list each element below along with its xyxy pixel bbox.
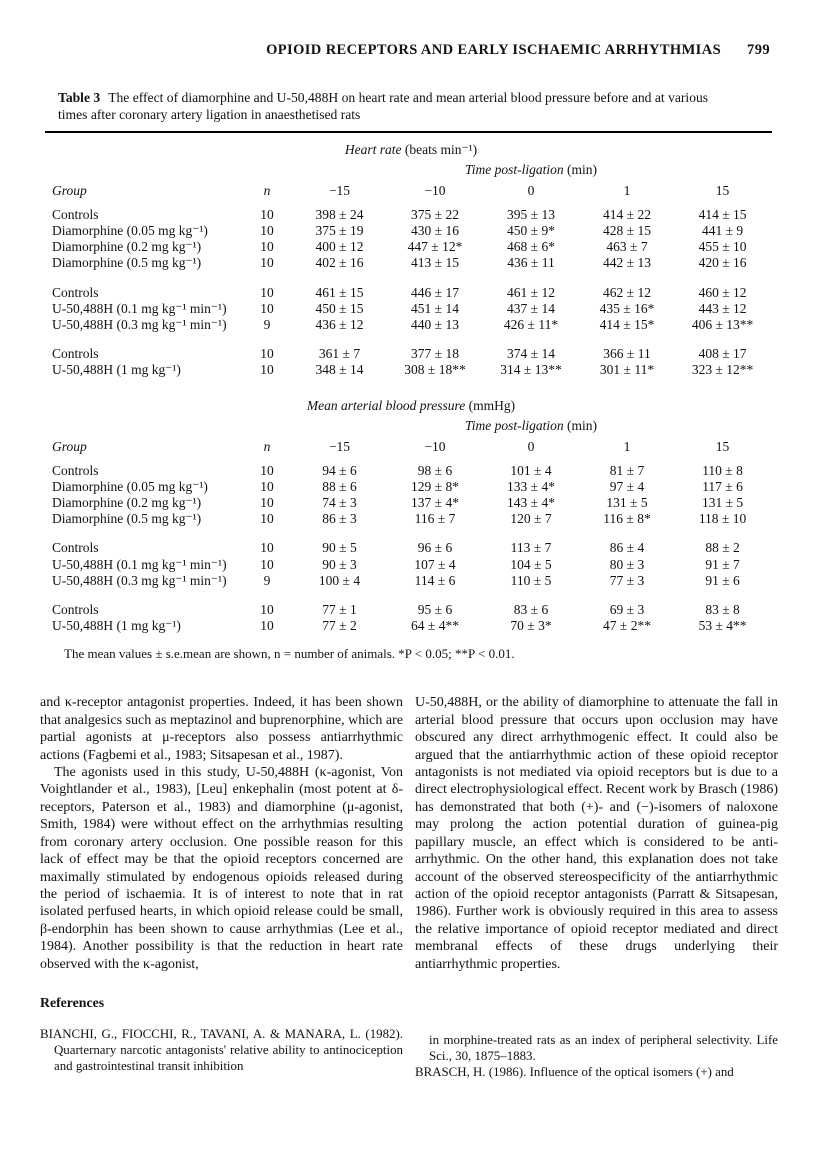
- table-caption-text: The effect of diamorphine and U-50,488H on heart rate and mean arterial blood pressure before and at various times after coronary artery ligation in anaesthetised rats: [58, 90, 709, 123]
- map-time-header: [292, 416, 770, 436]
- running-head: [0, 42, 770, 59]
- map-section-title: [52, 379, 770, 416]
- body-right-column: [415, 694, 778, 973]
- page-number: 799: [747, 42, 770, 58]
- col-header-t5: 15: [715, 438, 730, 454]
- col-header-t4: 1: [623, 438, 631, 454]
- hr-time-unit: (min): [567, 161, 598, 177]
- table-row: Diamorphine (0.5 mg kg⁻¹) 10 86 ± 3 116 ± 7 120 ± 7 116 ± 8* 118 ± 10: [52, 511, 747, 527]
- col-header-t3: 0: [527, 182, 535, 198]
- references-section: [40, 973, 778, 1081]
- hr-time-header: [292, 160, 770, 180]
- table-row: Diamorphine (0.05 mg kg⁻¹) 10 375 ± 19 430 ± 16 450 ± 9* 428 ± 15 441 ± 9: [52, 222, 744, 238]
- table-row: U-50,488H (0.3 mg kg⁻¹ min⁻¹) 9 100 ± 4 114 ± 6 110 ± 5 77 ± 3 91 ± 6: [52, 572, 740, 588]
- table-row: Controls 10 461 ± 15 446 ± 17 461 ± 12 462 ± 12 460 ± 12: [52, 284, 747, 300]
- col-header-group: Group: [52, 182, 87, 198]
- map-title: Mean arterial blood pressure: [306, 397, 466, 413]
- references-left-column: [40, 973, 403, 1081]
- table-row: U-50,488H (1 mg kg⁻¹) 10 348 ± 14 308 ± 18** 314 ± 13** 301 ± 11* 323 ± 12**: [52, 362, 754, 378]
- reference-entry: BRASCH, H. (1986). Influence of the optical isomers (+) and: [415, 1064, 734, 1079]
- col-header-n: n: [263, 438, 271, 454]
- hr-title: Heart rate: [344, 141, 402, 157]
- hr-section-title-row: [52, 133, 770, 160]
- references-right-column: [415, 973, 778, 1081]
- running-title: OPIOID RECEPTORS AND EARLY ISCHAEMIC ARRHYTHMIAS: [266, 42, 722, 58]
- table-row: Controls 10 90 ± 5 96 ± 6 113 ± 7 86 ± 4 88 ± 2: [52, 540, 740, 556]
- map-column-headers: [52, 436, 770, 463]
- map-time-unit: (min): [567, 417, 598, 433]
- col-header-t1: −15: [328, 438, 351, 454]
- col-header-t3: 0: [527, 438, 535, 454]
- col-header-t2: −10: [424, 182, 446, 198]
- col-header-t5: 15: [715, 182, 730, 198]
- table-row: Controls 10 77 ± 1 95 ± 6 83 ± 6 69 ± 3 83 ± 8: [52, 602, 740, 618]
- map-time-header-row: [52, 416, 770, 436]
- table-label: Table 3: [58, 90, 101, 105]
- table-caption: [58, 89, 734, 124]
- table-footnote: The mean values ± s.e.mean are shown, n = number of animals. *P < 0.05; **P < 0.01.: [64, 646, 515, 662]
- hr-time-title: Time post-ligation: [465, 161, 564, 177]
- body-text: [40, 694, 778, 973]
- hr-unit: (beats min⁻¹): [404, 141, 478, 157]
- hr-time-header-row: [52, 160, 770, 180]
- col-header-t2: −10: [424, 438, 446, 454]
- paragraph: U-50,488H, or the ability of diamorphine to attenuate the fall in arterial blood pressure that occurs upon occlusion may have obscured any direct arrhythmogenic effect. It could also be argued that the antiarrhythmic action of these opioid receptor antagonists is not mediated via opioid receptors but is due to a direct electrophysiological effect. Recent work by Brasch (1986) has demonstrated that both (+)- and (−)-isomers of naloxone may prolong the action potential duration of guinea-pig papillary muscle, an effect which is considered to be anti-arrhythmic. On the other hand, this explanation does not take account of the observed stereospecificity of the antiarrhythmic action of the opioid receptor antagonists (Parratt & Sitsapesan, 1986). Further work is obviously required in this area to assess the relative importance of opioid receptor mediated and direct membranal effects of these drugs underlying their antiarrhythmic properties.: [415, 695, 778, 972]
- results-table: [52, 133, 770, 635]
- table-row: U-50,488H (0.1 mg kg⁻¹ min⁻¹) 10 90 ± 3 107 ± 4 104 ± 5 80 ± 3 91 ± 7: [52, 556, 740, 572]
- table-row: Diamorphine (0.5 mg kg⁻¹) 10 402 ± 16 413 ± 15 436 ± 11 442 ± 13 420 ± 16: [52, 255, 747, 271]
- table-row: U-50,488H (0.1 mg kg⁻¹ min⁻¹) 10 450 ± 15 451 ± 14 437 ± 14 435 ± 16* 443 ± 12: [52, 300, 747, 316]
- col-header-n: n: [263, 182, 271, 198]
- hr-section-title: [52, 133, 770, 160]
- table-row: Diamorphine (0.05 mg kg⁻¹) 10 88 ± 6 129 ± 8* 133 ± 4* 97 ± 4 117 ± 6: [52, 478, 743, 494]
- table-row: Controls 10 361 ± 7 377 ± 18 374 ± 14 366 ± 11 408 ± 17: [52, 346, 747, 362]
- map-unit: (mmHg): [468, 397, 516, 413]
- col-header-t4: 1: [623, 182, 631, 198]
- table-row: Diamorphine (0.2 mg kg⁻¹) 10 74 ± 3 137 ± 4* 143 ± 4* 131 ± 5 131 ± 5: [52, 495, 744, 511]
- reference-entry: BIANCHI, G., FIOCCHI, R., TAVANI, A. & MANARA, L. (1982). Quarternary narcotic antagonists' relative ability to antinociception and gastrointestinal transit inhibition: [40, 1026, 403, 1073]
- paragraph: The agonists used in this study, U-50,488H (κ-agonist, Von Voightlander et al., 1983), [Leu] enkephalin (most potent at δ-receptors, Paterson et al., 1983) and diamorphine (μ-agonist, Smith, 1984) were without effect on the arrhythmias resulting from coronary artery occlusion. One possible reason for this lack of effect may be that the opioid receptors concerned are maximally stimulated by endogenous opioids released during the period of ischaemia. It is of interest to note that in rat isolated perfused hearts, in which opioid release could be small, β-endorphin has been shown to cause arrhythmias (Lee et al., 1984). Another possibility is that the reduction in heart rate observed with the κ-agonist,: [40, 765, 403, 972]
- table-row: Controls 10 398 ± 24 375 ± 22 395 ± 13 414 ± 22 414 ± 15: [52, 206, 747, 222]
- table-row: Diamorphine (0.2 mg kg⁻¹) 10 400 ± 12 447 ± 12* 468 ± 6* 463 ± 7 455 ± 10: [52, 239, 747, 255]
- body-left-column: [40, 694, 403, 973]
- map-section-title-row: [52, 379, 770, 416]
- table-row: U-50,488H (0.3 mg kg⁻¹ min⁻¹) 9 436 ± 12 440 ± 13 426 ± 11* 414 ± 15* 406 ± 13**: [52, 317, 754, 332]
- col-header-group: Group: [52, 438, 87, 454]
- paragraph: and κ-receptor antagonist properties. Indeed, it has been shown that analgesics such as meptazinol and buprenorphine, which are partial agonists at μ-receptors also possess antiarrhythmic actions (Fagbemi et al., 1983; Sitsapesan et al., 1987).: [40, 695, 403, 763]
- references-heading: References: [40, 994, 105, 1010]
- hr-column-headers: [52, 180, 770, 207]
- table-row: U-50,488H (1 mg kg⁻¹) 10 77 ± 2 64 ± 4** 70 ± 3* 47 ± 2** 53 ± 4**: [52, 618, 747, 634]
- table-row: Controls 10 94 ± 6 98 ± 6 101 ± 4 81 ± 7 110 ± 8: [52, 462, 743, 478]
- col-header-t1: −15: [328, 182, 351, 198]
- reference-continuation: in morphine-treated rats as an index of peripheral selectivity. Life Sci., 30, 1875–1883.: [429, 1032, 778, 1063]
- map-time-title: Time post-ligation: [465, 417, 564, 433]
